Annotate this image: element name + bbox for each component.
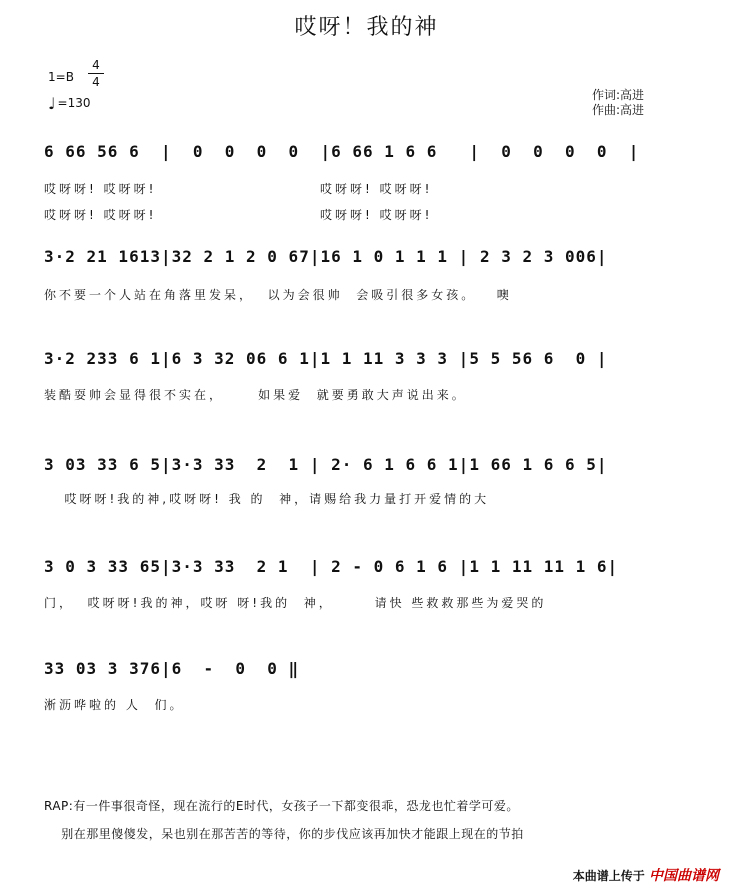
- tempo-marking: [48, 94, 91, 113]
- lyric-row-1b: 哎呀呀! 哎呀呀! 哎呀呀! 哎呀呀!: [44, 208, 433, 222]
- notation-row-3: 3·2 233 6 1|6 3 32 06 6 1|1 1 11 3 3 3 |5 5 56 6 0 |: [44, 349, 608, 368]
- notation-row-1: 6 66 56 6 | 0 0 0 0 |6 66 1 6 6 | 0 0 0 0 |: [44, 142, 640, 161]
- lyric-row-3: 装酷耍帅会显得很不实在， 如果爱 就要勇敢大声说出来。: [44, 388, 467, 402]
- lyricist: 作词:高进: [592, 88, 645, 102]
- footer: [573, 865, 719, 885]
- time-denominator: 4: [92, 75, 100, 89]
- credits: [592, 88, 644, 118]
- tempo-value: =130: [57, 96, 91, 110]
- notation-row-6: 33 03 3 376|6 - 0 0 ‖: [44, 659, 300, 678]
- footer-prefix: 本曲谱上传于: [572, 869, 645, 883]
- time-numerator: 4: [92, 58, 100, 72]
- page-title: 哎呀！我的神: [294, 15, 439, 40]
- lyric-row-4: 哎呀呀!我的神,哎呀呀! 我 的 神，请赐给我力量打开爱情的大: [44, 492, 490, 506]
- key-signature: 1=B: [48, 70, 74, 84]
- notation-row-2: 3·2 21 1613|32 2 1 2 0 67|16 1 0 1 1 1 | 2 3 2 3 006|: [44, 247, 608, 266]
- time-signature: [88, 58, 104, 89]
- lyric-row-2: 你不要一个人站在角落里发呆， 以为会很帅 会吸引很多女孩。 噢: [44, 288, 512, 302]
- quarter-note-icon: ♩: [48, 94, 56, 113]
- brand-logo: 中国曲谱网: [649, 868, 719, 884]
- notation-row-5: 3 0 3 33 65|3·3 33 2 1 | 2 - 0 6 1 6 |1 1 11 11 1 6|: [44, 557, 619, 576]
- lyric-row-6: 淅沥哗啦的 人 们。: [44, 698, 185, 712]
- composer: 作曲:高进: [592, 103, 645, 117]
- lyric-row-5: 门， 哎呀呀!我的神，哎呀 呀!我的 神， 请快 些救救那些为爱哭的: [44, 596, 547, 610]
- lyric-row-1a: 哎呀呀! 哎呀呀! 哎呀呀! 哎呀呀!: [44, 182, 433, 196]
- notation-row-4: 3 03 33 6 5|3·3 33 2 1 | 2· 6 1 6 6 1|1 66 1 6 6 5|: [44, 455, 608, 474]
- rap-line-2: 别在那里傻傻发，呆也别在那苦苦的等待，你的步伐应该再加快才能跟上现在的节拍: [44, 827, 524, 841]
- fraction-line: [88, 73, 104, 74]
- rap-line-1: RAP:有一件事很奇怪，现在流行的E时代，女孩子一下都变很乖，恐龙也忙着学可爱。: [44, 799, 519, 813]
